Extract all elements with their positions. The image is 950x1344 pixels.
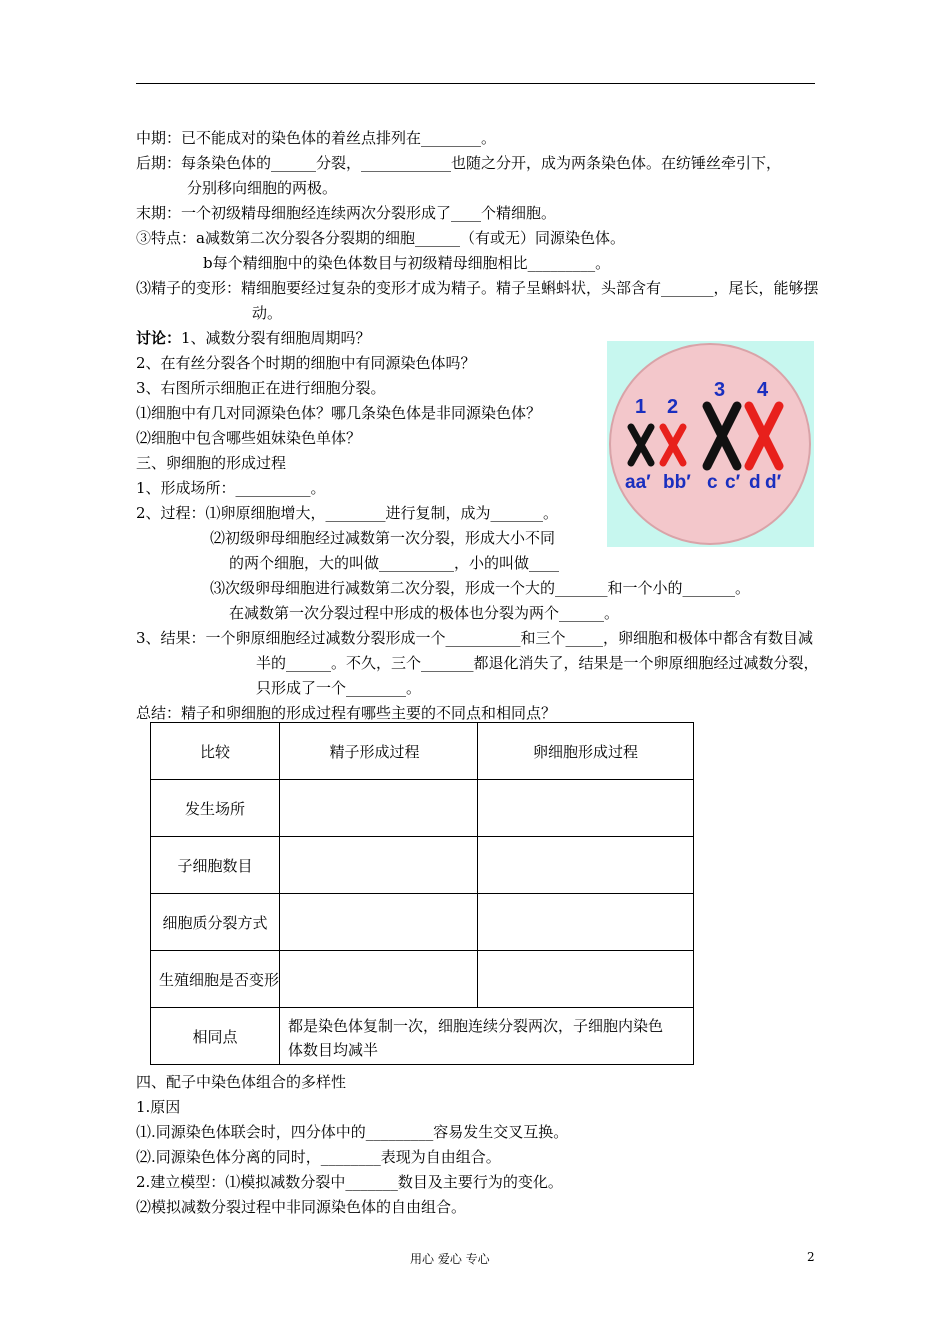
footer-motto: 用心 爱心 专心 bbox=[410, 1252, 490, 1266]
table-row bbox=[151, 951, 694, 1008]
table-cell bbox=[280, 780, 478, 837]
table-cell bbox=[280, 837, 478, 894]
text-line: ⑶次级卵母细胞进行减数第二次分裂，形成一个大的_______和一个小的_______。 bbox=[210, 579, 751, 597]
table-row-common bbox=[151, 1008, 694, 1065]
header-cell: 比较 bbox=[151, 723, 280, 780]
common-text-line: 都是染色体复制一次，细胞连续分裂两次，子细胞内染色 bbox=[288, 1017, 664, 1035]
number-3: 3 bbox=[714, 379, 726, 401]
text-line: 末期：一个初级精母细胞经连续两次分裂形成了____个精细胞。 bbox=[136, 204, 557, 222]
common-cell bbox=[280, 1008, 694, 1065]
table-cell bbox=[478, 951, 694, 1008]
text-line: 在减数第一次分裂过程中形成的极体也分裂为两个______。 bbox=[229, 604, 620, 622]
row-label: 生殖细胞是否变形 bbox=[151, 951, 280, 1008]
label-a: aa′ bbox=[625, 472, 651, 493]
text-line: 只形成了一个________。 bbox=[256, 679, 422, 697]
text-line: ⑵.同源染色体分离的同时，________表现为自由组合。 bbox=[136, 1148, 501, 1166]
text-line: 后期：每条染色体的______分裂，____________也随之分开，成为两条染色体。在纺锤丝牵引下， bbox=[136, 154, 782, 172]
text-line: 动。 bbox=[252, 304, 283, 322]
text-line: 3、右图所示细胞正在进行细胞分裂。 bbox=[136, 379, 386, 397]
text-line: ⑴细胞中有几对同源染色体？哪几条染色体是非同源染色体？ bbox=[136, 404, 542, 422]
table-cell bbox=[478, 780, 694, 837]
cell-figure bbox=[607, 341, 814, 547]
label-d: d bbox=[749, 472, 761, 493]
label-b: bb′ bbox=[663, 472, 691, 493]
table-cell bbox=[280, 951, 478, 1008]
label-c: c bbox=[707, 472, 718, 493]
text-line: 半的______。不久，三个_______都退化消失了，结果是一个卵原细胞经过减数分裂， bbox=[256, 654, 819, 672]
text-line: ⑴.同源染色体联会时，四分体中的_________容易发生交叉互换。 bbox=[136, 1123, 569, 1141]
table-header-row bbox=[151, 723, 694, 780]
label-c-prime: c′ bbox=[725, 472, 741, 493]
text-line: 1、形成场所：__________。 bbox=[136, 479, 326, 497]
number-1: 1 bbox=[635, 396, 647, 418]
chromosome-diagram bbox=[607, 341, 814, 547]
text-line: 1.原因 bbox=[136, 1098, 181, 1116]
header-rule bbox=[136, 83, 815, 84]
text-line: ⑵细胞中包含哪些姐妹染色单体？ bbox=[136, 429, 362, 447]
header-cell: 精子形成过程 bbox=[280, 723, 478, 780]
text-line: b每个精细胞中的染色体数目与初级精母细胞相比_________。 bbox=[203, 254, 611, 272]
text-line: 2、过程：⑴卵原细胞增大，________进行复制，成为_______。 bbox=[136, 504, 559, 522]
text-line: ⑵模拟减数分裂过程中非同源染色体的自由组合。 bbox=[136, 1198, 467, 1216]
discussion-text: 1、减数分裂有细胞周期吗？ bbox=[181, 329, 371, 347]
text-line: 2.建立模型：⑴模拟减数分裂中_______数目及主要行为的变化。 bbox=[136, 1173, 563, 1191]
header-cell: 卵细胞形成过程 bbox=[478, 723, 694, 780]
row-label: 发生场所 bbox=[151, 780, 280, 837]
discussion-label: 讨论： bbox=[136, 329, 182, 347]
number-4: 4 bbox=[757, 379, 769, 401]
table-cell bbox=[478, 837, 694, 894]
text-line: 总结：精子和卵细胞的形成过程有哪些主要的不同点和相同点？ bbox=[136, 704, 557, 722]
row-label: 相同点 bbox=[151, 1008, 280, 1065]
table-row bbox=[151, 837, 694, 894]
label-d-prime: d′ bbox=[765, 472, 782, 493]
row-label: 子细胞数目 bbox=[151, 837, 280, 894]
text-line: ③特点：a减数第二次分裂各分裂期的细胞______（有或无）同源染色体。 bbox=[136, 229, 625, 247]
row-label: 细胞质分裂方式 bbox=[151, 894, 280, 951]
section-heading: 四、配子中染色体组合的多样性 bbox=[136, 1073, 347, 1091]
text-line bbox=[136, 328, 371, 348]
table-row bbox=[151, 780, 694, 837]
number-2: 2 bbox=[667, 396, 679, 418]
text-line: ⑵初级卵母细胞经过减数第一次分裂，形成大小不同 bbox=[210, 529, 556, 547]
text-line: 的两个细胞，大的叫做__________，小的叫做____ bbox=[229, 554, 560, 572]
text-line: ⑶精子的变形：精细胞要经过复杂的变形才成为精子。精子呈蝌蚪状，头部含有_______，尾长，能够摆 bbox=[136, 279, 819, 297]
text-line: 3、结果：一个卵原细胞经过减数分裂形成一个__________和三个_____，卵细胞和极体中都含有数目减 bbox=[136, 629, 814, 647]
text-line: 分别移向细胞的两极。 bbox=[187, 179, 338, 197]
table-cell bbox=[478, 894, 694, 951]
section-heading: 三、卵细胞的形成过程 bbox=[136, 454, 287, 472]
comparison-table bbox=[150, 722, 694, 1065]
page-number: 2 bbox=[807, 1250, 815, 1264]
text-line: 中期：已不能成对的染色体的着丝点排列在________。 bbox=[136, 129, 497, 147]
common-text-line: 体数目均减半 bbox=[288, 1041, 379, 1059]
table-row bbox=[151, 894, 694, 951]
table-cell bbox=[280, 894, 478, 951]
text-line: 2、在有丝分裂各个时期的细胞中有同源染色体吗？ bbox=[136, 354, 476, 372]
